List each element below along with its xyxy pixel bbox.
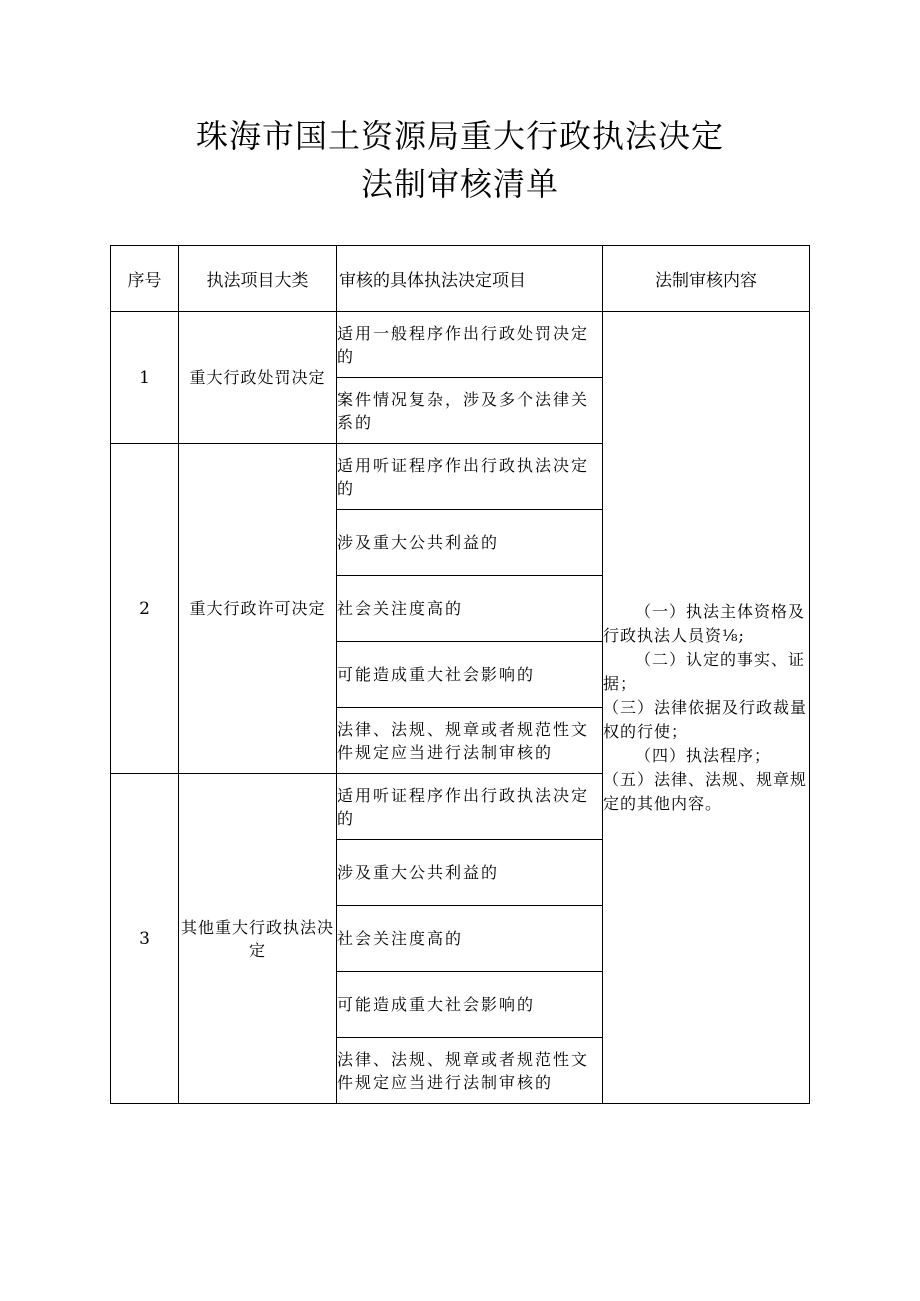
header-seq: 序号 bbox=[111, 246, 179, 312]
group-1-seq: 1 bbox=[111, 312, 179, 444]
table-row bbox=[111, 312, 810, 378]
header-content: 法制审核内容 bbox=[603, 246, 810, 312]
group-3-seq: 3 bbox=[111, 774, 179, 1104]
group-3-item-1: 适用听证程序作出行政执法决定的 bbox=[337, 774, 603, 840]
document-title bbox=[0, 112, 920, 208]
header-category: 执法项目大类 bbox=[179, 246, 337, 312]
review-content-4: （四）执法程序； bbox=[635, 745, 772, 765]
group-3-item-2: 涉及重大公共利益的 bbox=[337, 840, 603, 906]
review-content-3: （三）法律依据及行政裁量权的行使； bbox=[603, 697, 808, 741]
group-1-category: 重大行政处罚决定 bbox=[179, 312, 337, 444]
title-line-2: 法制审核清单 bbox=[360, 165, 559, 203]
group-2-item-1: 适用听证程序作出行政执法决定的 bbox=[337, 444, 603, 510]
group-3-item-4: 可能造成重大社会影响的 bbox=[337, 972, 603, 1038]
group-2-item-3: 社会关注度高的 bbox=[337, 576, 603, 642]
title-line-1: 珠海市国土资源局重大行政执法决定 bbox=[195, 117, 724, 155]
group-1-item-1: 适用一般程序作出行政处罚决定的 bbox=[337, 312, 603, 378]
group-2-category: 重大行政许可决定 bbox=[179, 444, 337, 774]
review-content-2: （二）认定的事实、证据； bbox=[603, 649, 806, 693]
review-content-5: （五）法律、法规、规章规定的其他内容。 bbox=[603, 769, 808, 813]
group-2-item-5: 法律、法规、规章或者规范性文件规定应当进行法制审核的 bbox=[337, 708, 603, 774]
group-2-item-2: 涉及重大公共利益的 bbox=[337, 510, 603, 576]
group-3-item-3: 社会关注度高的 bbox=[337, 906, 603, 972]
group-2-seq: 2 bbox=[111, 444, 179, 774]
header-row bbox=[111, 246, 810, 312]
group-1-item-2: 案件情况复杂，涉及多个法律关系的 bbox=[337, 378, 603, 444]
review-table bbox=[110, 245, 810, 1104]
group-3-item-5: 法律、法规、规章或者规范性文件规定应当进行法制审核的 bbox=[337, 1038, 603, 1104]
group-3-category: 其他重大行政执法决定 bbox=[179, 774, 337, 1104]
header-items: 审核的具体执法决定项目 bbox=[337, 246, 603, 312]
review-content-1: （一）执法主体资格及行政执法人员资⅛; bbox=[603, 601, 806, 645]
review-content-cell bbox=[603, 312, 810, 1104]
group-2-item-4: 可能造成重大社会影响的 bbox=[337, 642, 603, 708]
